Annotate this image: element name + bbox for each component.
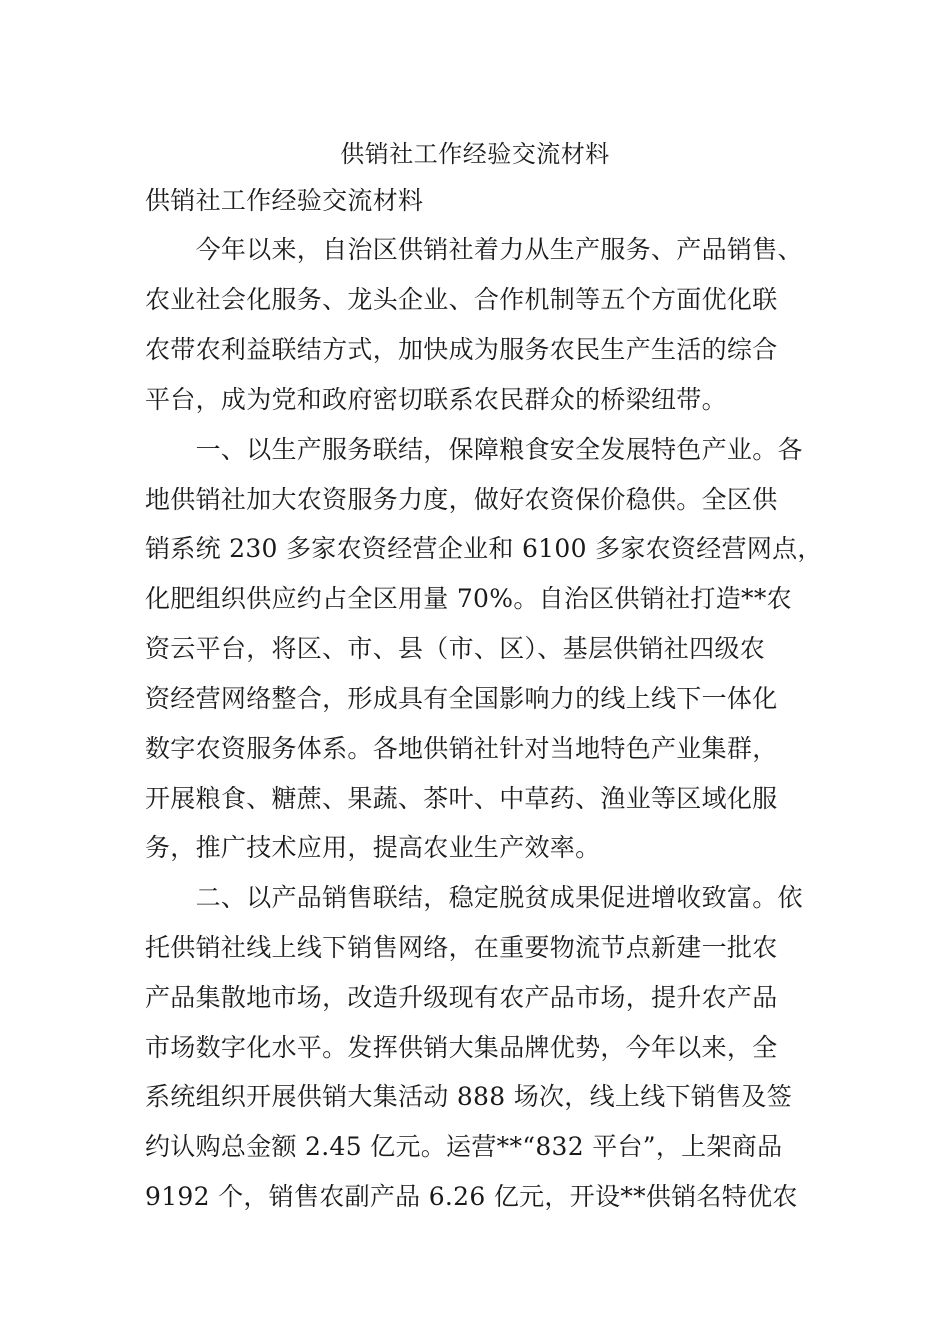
body-line: 务，推广技术应用，提高农业生产效率。	[145, 833, 601, 862]
body-line: 资经营网络整合，形成具有全国影响力的线上线下一体化	[145, 684, 778, 713]
body-line: 供销社工作经验交流材料	[145, 186, 424, 215]
body-line: 地供销社加大农资服务力度，做好农资保价稳供。全区供	[145, 485, 778, 514]
body-line: 托供销社线上线下销售网络，在重要物流节点新建一批农	[145, 933, 778, 962]
body-line: 系统组织开展供销大集活动 888 场次，线上线下销售及签	[145, 1082, 793, 1111]
body-line: 市场数字化水平。发挥供销大集品牌优势，今年以来，全	[145, 1033, 778, 1062]
body-line: 农带农利益联结方式，加快成为服务农民生产生活的综合	[145, 335, 778, 364]
body-line: 二、以产品销售联结，稳定脱贫成果促进增收致富。依	[145, 883, 803, 912]
document-title: 供销社工作经验交流材料	[340, 140, 610, 168]
body-line: 农业社会化服务、龙头企业、合作机制等五个方面优化联	[145, 285, 778, 314]
body-line: 资云平台，将区、市、县（市、区）、基层供销社四级农	[145, 634, 766, 663]
body-line: 开展粮食、糖蔗、果蔬、茶叶、中草药、渔业等区域化服	[145, 784, 778, 813]
body-line: 平台，成为党和政府密切联系农民群众的桥梁纽带。	[145, 385, 727, 414]
body-line: 9192 个，销售农副产品 6.26 亿元，开设**供销名特优农	[145, 1182, 798, 1211]
body-line: 一、以生产服务联结，保障粮食安全发展特色产业。各	[145, 435, 803, 464]
body-line: 今年以来，自治区供销社着力从生产服务、产品销售、	[145, 235, 803, 264]
body-line: 约认购总金额 2.45 亿元。运营**“832 平台”，上架商品	[145, 1132, 783, 1161]
body-line: 产品集散地市场，改造升级现有农产品市场，提升农产品	[145, 983, 778, 1012]
body-line: 化肥组织供应约占全区用量 70%。自治区供销社打造**农	[145, 584, 792, 613]
body-line: 数字农资服务体系。各地供销社针对当地特色产业集群，	[145, 734, 778, 763]
body-line: 销系统 230 多家农资经营企业和 6100 多家农资经营网点，	[145, 534, 823, 563]
